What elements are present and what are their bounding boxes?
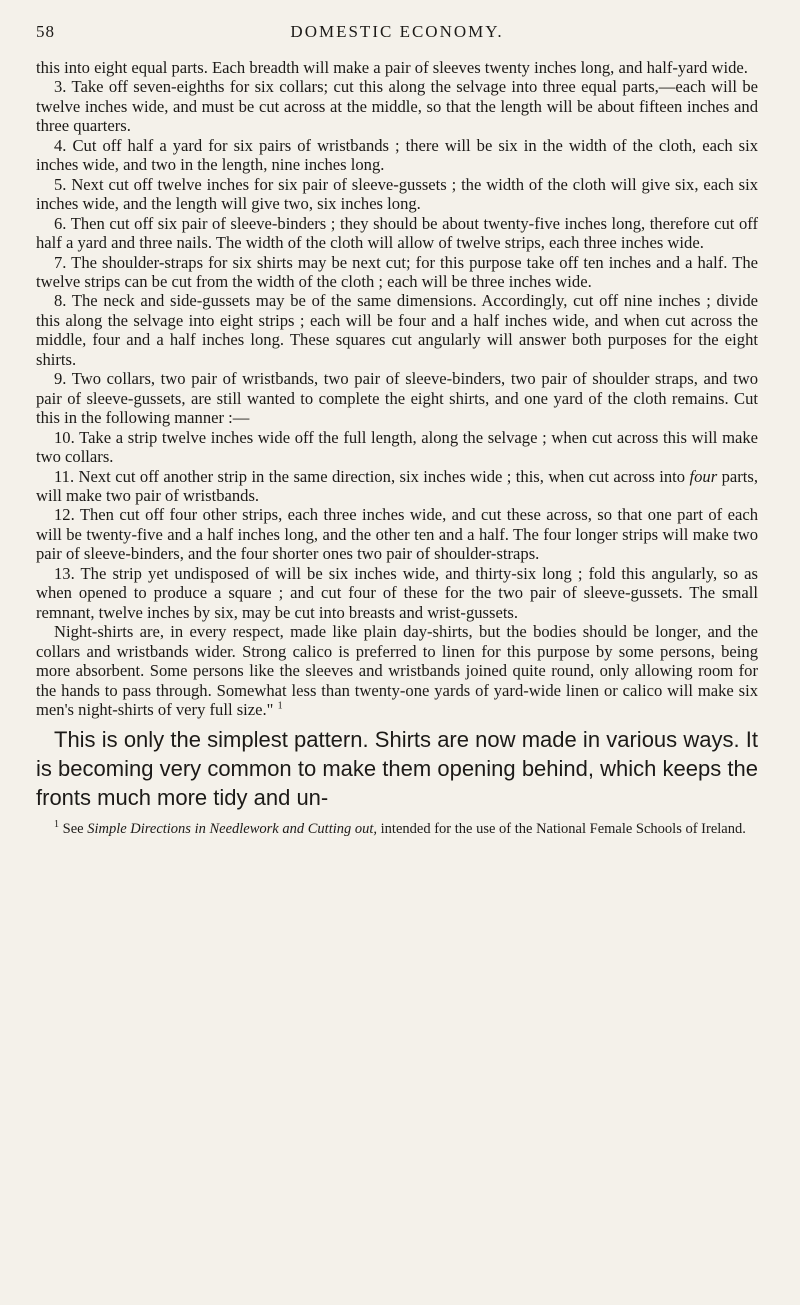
closing-text: Night-shirts are, in every respect, made like plain day-shirts, but the bodies should be longer, and the collars and wristbands wider. Strong calico is preferred to linen for this purpose by some persons, being more absorbent. Some persons like the sleeves and wristbands joined quite round, only allowing room for the hands to pass through. Somewhat less than twenty-one yards of yard-wide linen or calico will make six men's night-shirts of very full size." — [36, 622, 758, 719]
instruction-9: 9. Two collars, two pair of wristbands, two pair of sleeve-binders, two pair of shoulder straps, and two pair of sleeve-gussets, are still wanted to complete the eight shirts, and one yard of the cloth remains. Cut this in the following manner :— — [36, 369, 758, 428]
body-paragraph: This is only the simplest pattern. Shirts are now made in various ways. It is becoming very common to make them opening behind, which keeps the fronts much more tidy and un- — [36, 727, 758, 811]
quoted-instructions — [36, 58, 758, 719]
instruction-13: 13. The strip yet undisposed of will be six inches wide, and thirty-six long ; fold this angularly, so as when opened to produce a square ; and cut four of these for the two pair of sleeve-gussets. The small remnant, twelve inches by six, may be cut into breasts and wrist-gussets. — [36, 563, 758, 622]
page-number: 58 — [36, 22, 55, 41]
closing-paragraph — [36, 622, 758, 719]
footnote-marker: 1 — [54, 819, 59, 831]
instruction-11-text-a: 11. Next cut off another strip in the same direction, six inches wide ; this, when cut across into — [54, 466, 690, 486]
instruction-7: 7. The shoulder-straps for six shirts may be next cut; for this purpose take off ten inches and a half. The twelve strips can be cut from the width of the cloth ; each will be three inches wide. — [36, 252, 758, 291]
instruction-11-text-b: parts, will make two pair of wristbands. — [36, 466, 758, 505]
instruction-11 — [36, 467, 758, 506]
footnote-rest: intended for the use of the National Female Schools of Ireland. — [377, 821, 746, 838]
instruction-6: 6. Then cut off six pair of sleeve-binders ; they should be about twenty-five inches long, therefore cut off half a yard and three nails. The width of the cloth will allow of twelve strips, each three inches wide. — [36, 213, 758, 253]
continuation-paragraph: this into eight equal parts. Each breadth will make a pair of sleeves twenty inches long, and half-yard wide. — [36, 58, 748, 77]
page-header — [36, 22, 758, 58]
instruction-12: 12. Then cut off four other strips, each three inches wide, and cut these across, so that one part of each will be twenty-five and a half inches long, and the other ten and a half. The four longer strips will make two pair of sleeve-binders, and the four shorter ones two pair of shoulder-straps. — [36, 505, 758, 564]
instruction-5: 5. Next cut off twelve inches for six pair of sleeve-gussets ; the width of the cloth will give six, each six inches wide, and the length will give two, six inches long. — [36, 174, 758, 214]
running-title: DOMESTIC ECONOMY. — [290, 22, 504, 41]
instruction-8: 8. The neck and side-gussets may be of the same dimensions. Accordingly, cut off nine inches ; divide this along the selvage into eight strips ; each will be four and a half inches wide, and when cut across the middle, four and a half inches long. These squares cut angularly will answer both purposes for the eight shirts. — [36, 291, 758, 369]
instruction-10: 10. Take a strip twelve inches wide off the full length, along the selvage ; when cut across this will make two collars. — [36, 427, 758, 467]
instruction-4: 4. Cut off half a yard for six pairs of wristbands ; there will be six in the width of the cloth, each six inches wide, and two in the length, nine inches long. — [36, 135, 758, 175]
footnote-reference: 1 — [277, 700, 283, 712]
footnote-text — [36, 820, 758, 838]
instruction-11-emphasis: four — [689, 466, 718, 486]
footnote-lead: See — [59, 821, 88, 838]
footnote — [36, 820, 758, 838]
main-body-text — [36, 725, 758, 812]
instruction-3: 3. Take off seven-eighths for six collars; cut this along the selvage into three equal parts,—each will be twelve inches wide, and must be cut across at the middle, so that the length will be about fifteen inches and three quarters. — [36, 77, 758, 136]
footnote-title: Simple Directions in Needlework and Cutting out, — [87, 821, 378, 838]
